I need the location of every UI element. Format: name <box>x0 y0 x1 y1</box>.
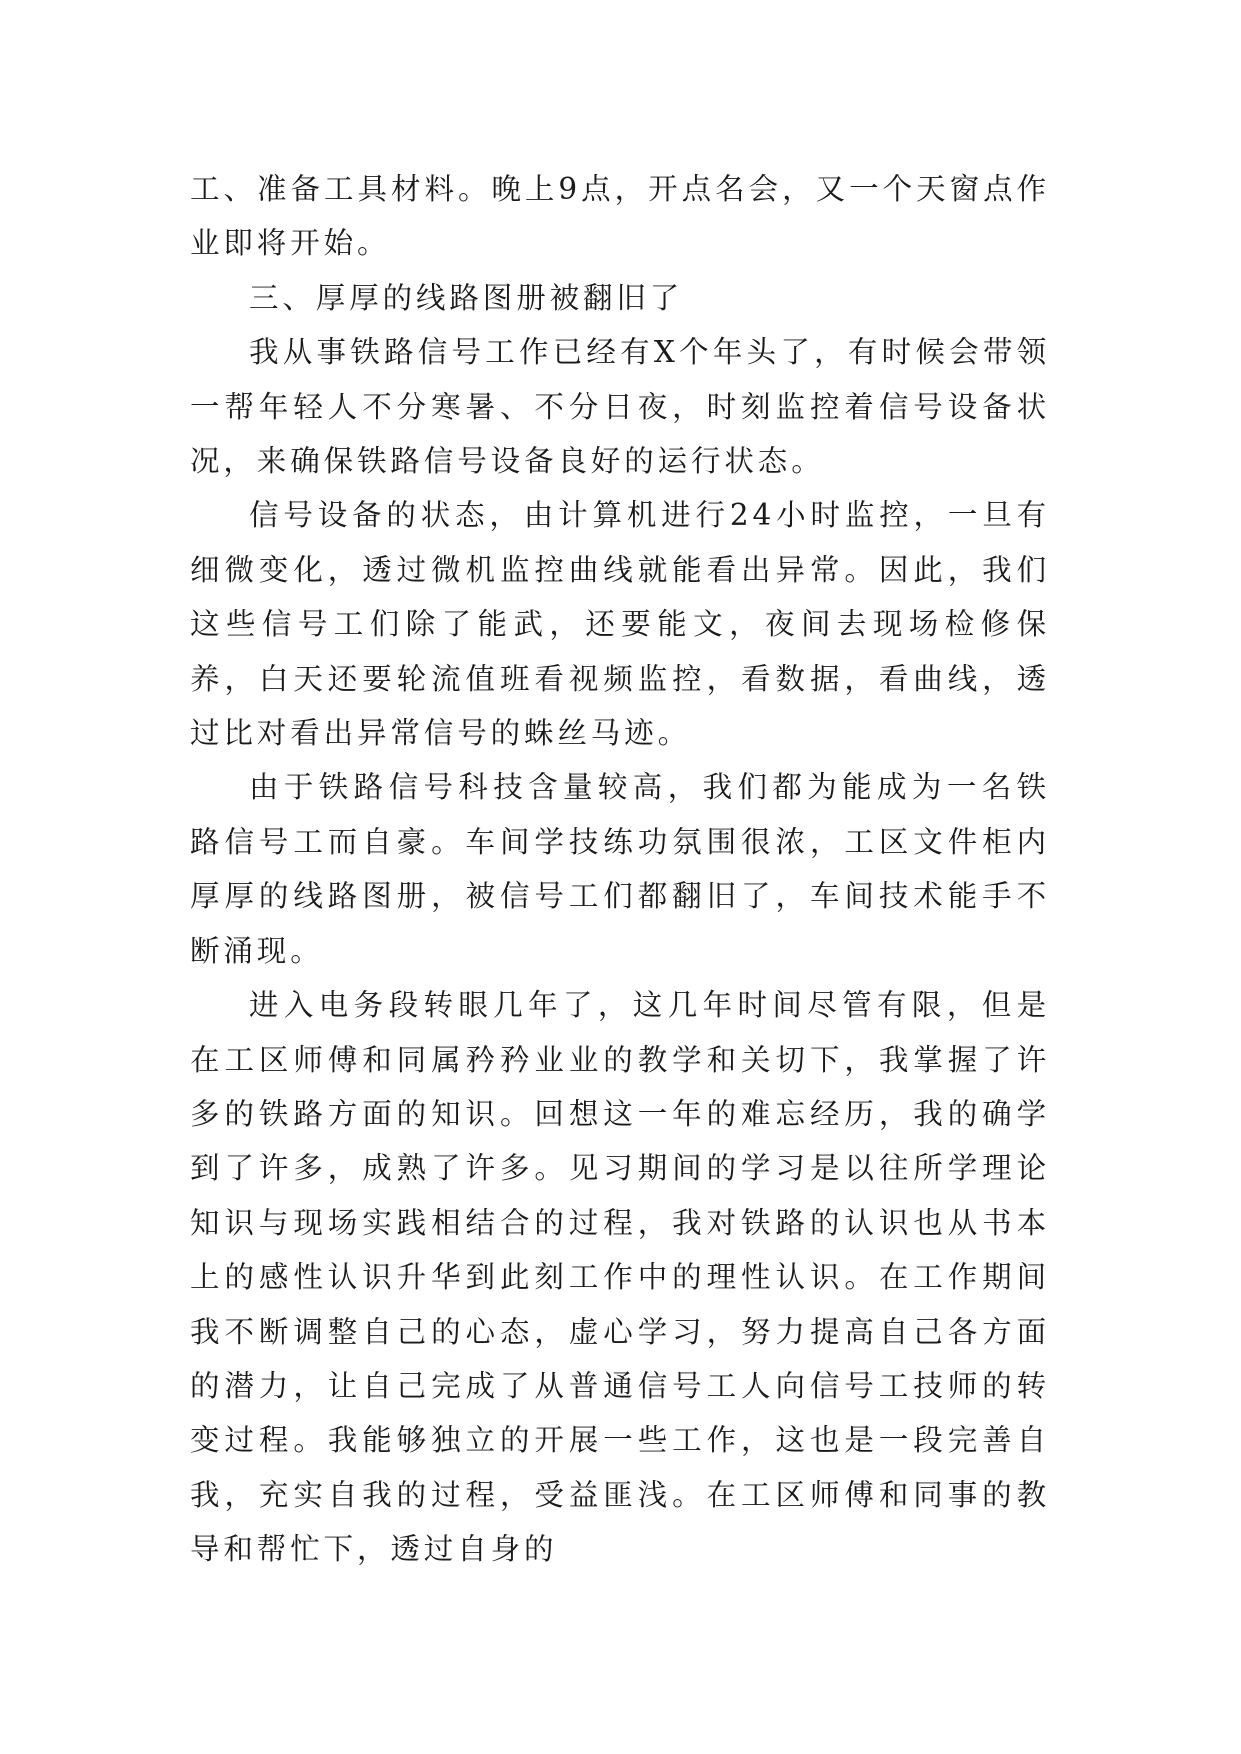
paragraph-pride: 由于铁路信号科技含量较高，我们都为能成为一名铁路信号工而自豪。车间学技练功氛围很浓，工区文件柜内厚厚的线路图册，被信号工们都翻旧了，车间技术能手不断涌现。 <box>190 770 1050 968</box>
paragraph-growth: 进入电务段转眼几年了，这几年时间尽管有限，但是在工区师傅和同属矜矜业业的教学和关切下，我掌握了许多的铁路方面的知识。回想这一年的难忘经历，我的确学到了许多，成熟了许多。见习期间的学习是以往所学理论知识与现场实践相结合的过程，我对铁路的认识也从书本上的感性认识升华到此刻工作中的理性认识。在工作期间我不断调整自己的心态，虚心学习，努力提高自己各方面的潜力，让自己完成了从普通信号工人向信号工技师的转变过程。我能够独立的开展一些工作，这也是一段完善自我，充实自我的过程，受益匪浅。在工区师傅和同事的教导和帮忙下，透过自身的 <box>190 988 1050 1567</box>
paragraph-experience: 我从事铁路信号工作已经有X个年头了，有时候会带领一帮年轻人不分寒暑、不分日夜，时刻监控着信号设备状况，来确保铁路信号设备良好的运行状态。 <box>190 335 1050 479</box>
paragraph-monitoring: 信号设备的状态，由计算机进行24小时监控，一旦有细微变化，透过微机监控曲线就能看出异常。因此，我们这些信号工们除了能武，还要能文，夜间去现场检修保养，白天还要轮流值班看视频监控，看数据，看曲线，透过比对看出异常信号的蛛丝马迹。 <box>190 498 1050 751</box>
paragraph-continuation: 工、准备工具材料。晚上9点，开点名会，又一个天窗点作业即将开始。 <box>190 172 1050 261</box>
document-body <box>190 162 1050 1577</box>
section-heading: 三、厚厚的线路图册被翻旧了 <box>249 280 684 315</box>
